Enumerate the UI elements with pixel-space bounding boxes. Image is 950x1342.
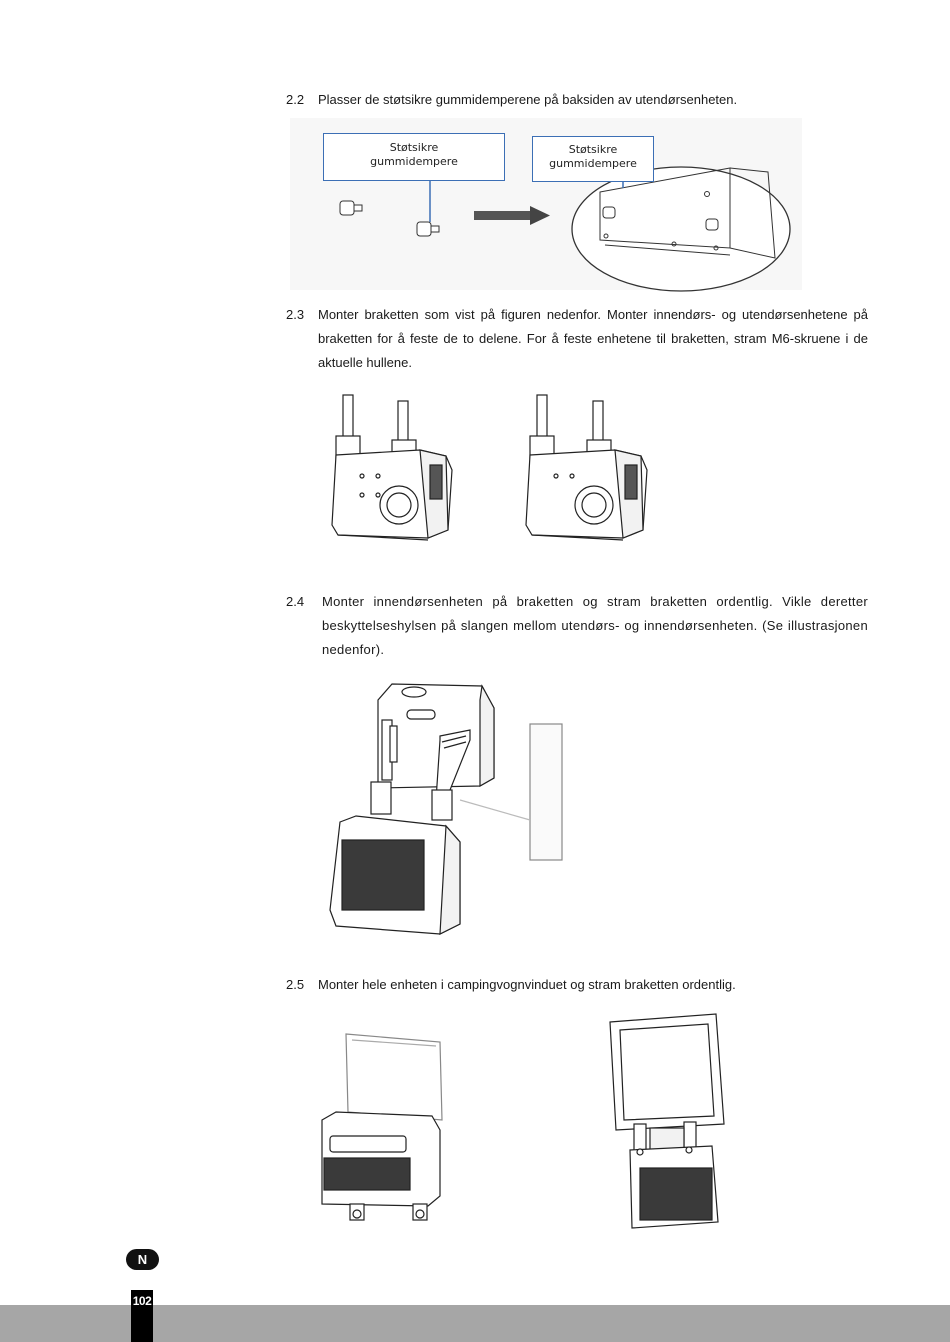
- step-number: 2.5: [286, 977, 305, 992]
- page-number: 102: [131, 1290, 153, 1342]
- step-text: Monter braketten som vist på figuren nedenfor. Monter innendørs- og utendørsenhetene på braketten for å feste de to delene. For å feste enhetene til braketten, stram M6-skruene i de aktuelle hullene.: [318, 307, 868, 370]
- callout-line-1: Støtsikre: [389, 141, 439, 154]
- window-install-back: [610, 1014, 724, 1228]
- callout-line-1: Støtsikre: [568, 143, 618, 156]
- callout-line-2: gummidempere: [370, 155, 458, 168]
- step-number: 2.3: [286, 307, 305, 322]
- step-number: 2.2: [286, 92, 305, 107]
- step-text: Plasser de støtsikre gummidemperene på baksiden av utendørsenheten.: [318, 92, 738, 107]
- step-text: Monter hele enheten i campingvognvinduet og stram braketten ordentlig.: [318, 977, 736, 992]
- callout-line-2: gummidempere: [549, 157, 637, 170]
- step-text: Monter innendørsenheten på braketten og stram braketten ordentlig. Vikle deretter beskyttelseshylsen på slangen mellom utendørs- og innendørsenheten. (Se illustrasjonen nedenfor).: [322, 594, 868, 657]
- language-badge: N: [126, 1249, 159, 1270]
- step-number: 2.4: [286, 594, 305, 609]
- window-install-front: [322, 1034, 442, 1220]
